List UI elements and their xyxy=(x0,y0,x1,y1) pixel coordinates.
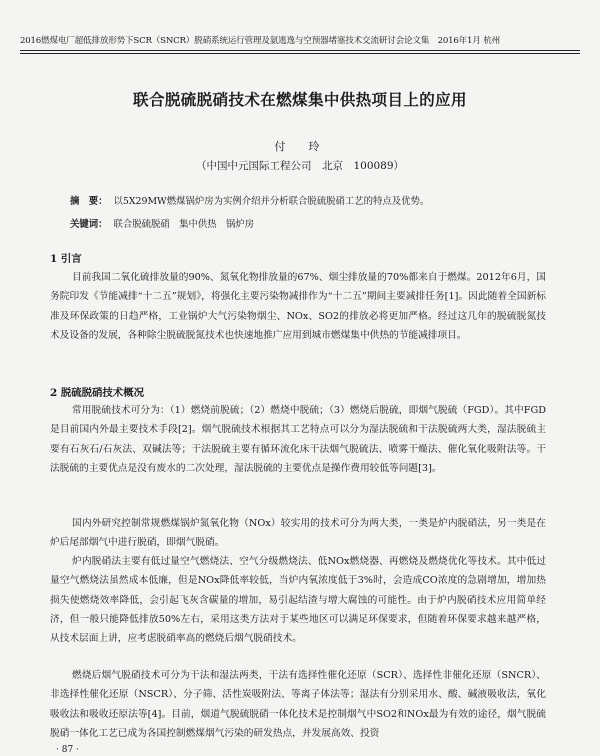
intro-paragraph: 目前我国二氧化硫排放量的90%、氮氧化物排放量的67%、烟尘排放量的70%都来自于燃煤。2012年6月，国务院印发《节能减排“十二五”规划》，将强化主要污染物减排作为“十二五”期间主要减排任务[1]。因此随着全国新标准及环保政策的日趋严格，工业锅炉大气污染物烟尘、NOx、SO2的排放必将更加严格。经过这几年的脱硫脱氮技术及设备的发展，各种除尘脱硫脱氮技术也快速地推广应用到城市燃煤集中供热的节能减排项目。 xyxy=(50,272,546,341)
header-rule xyxy=(20,50,580,51)
tech-paragraph-3: 炉内脱硝法主要有低过量空气燃烧法、空气分级燃烧法、低NOx燃烧器、再燃烧及燃烧优化等技术。其中低过量空气燃烧法虽然成本低廉，但是NOx降低率较低，当炉内氧浓度低于3%时，会造成CO浓度的急剧增加，增加热损失使燃烧效率降低，会引起飞灰含碳量的增加，易引起结渣与增大腐蚀的可能性。由于炉内脱硝技术应用简单经济，但一般只能降低排放50%左右，采用这类方法对于某些地区可以满足环保要求，但随着环保要求越来越严格，从技术层面上讲，应考虑脱硝率高的燃烧后烟气脱硝技术。 xyxy=(50,556,546,645)
tech-paragraph-4: 燃烧后烟气脱硝技术可分为干法和湿法两类，干法有选择性催化还原（SCR）、选择性非催化还原（SNCR）、非选择性催化还原（NSCR）、分子筛、活性炭吸附法、等离子体法等；湿法有分别采用水、酸、碱液吸收法，氧化吸收法和吸收还原法等[4]。目前，烟道气脱硫脱硝一体化技术是控制烟气中SO2和NOx最为有效的途径，烟气脱硫脱硝一体化工艺已成为各国控制燃煤烟气污染的研发热点，并发展高效、投资 xyxy=(50,670,546,739)
keywords-text: 联合脱硫脱硝 集中供热 锅炉房 xyxy=(113,219,255,230)
author: 付 玲 xyxy=(274,140,326,153)
page-number: · 87 · xyxy=(56,745,79,755)
abstract-text: 以5X29MW燃煤锅炉房为实例介绍并分析联合脱硫脱硝工艺的特点及优势。 xyxy=(113,196,430,207)
section-heading-tech: 2 脱硫脱硝技术概况 xyxy=(50,387,144,399)
abstract xyxy=(70,193,540,207)
keywords-label: 关键词： xyxy=(70,219,108,230)
tech-paragraph-1: 常用脱硫技术可分为：（1）燃烧前脱硫；（2）燃烧中脱硫；（3）燃烧后脱硫，即烟气脱硫（FGD）。其中FGD是目前国内外最主要技术手段[2]。烟气脱硫技术根据其工艺特点可以分为湿法脱硫和干法脱硫两大类，湿法脱硫主要有石灰石/石灰法、双碱法等；干法脱硫主要有循环流化床干法烟气脱硫法、喷雾干燥法、催化氧化吸附法等。干法脱硫的主要优点是没有废水的二次处理，湿法脱硫的主要优点是操作费用较低等问题[3]。 xyxy=(50,405,546,474)
abstract-label: 摘 要： xyxy=(70,196,108,207)
header-rule-second xyxy=(20,53,580,54)
keywords xyxy=(70,216,540,230)
affiliation: （中国中元国际工程公司 北京 100089） xyxy=(195,160,405,172)
tech-paragraph-2: 国内外研究控制常规燃煤锅炉氮氧化物（NOx）较实用的技术可分为两大类，一类是炉内脱硝法，另一类是在炉后尾部烟气中进行脱硝，即烟气脱硝。 xyxy=(50,518,546,549)
running-header: 2016燃煤电厂超低排放形势下SCR（SNCR）脱硝系统运行管理及氨逃逸与空预器堵塞技术交流研讨会论文集 2016年1月 杭州 xyxy=(20,36,501,46)
paper-title: 联合脱硫脱硝技术在燃煤集中供热项目上的应用 xyxy=(133,90,467,109)
section-heading-intro: 1 引言 xyxy=(50,253,82,265)
